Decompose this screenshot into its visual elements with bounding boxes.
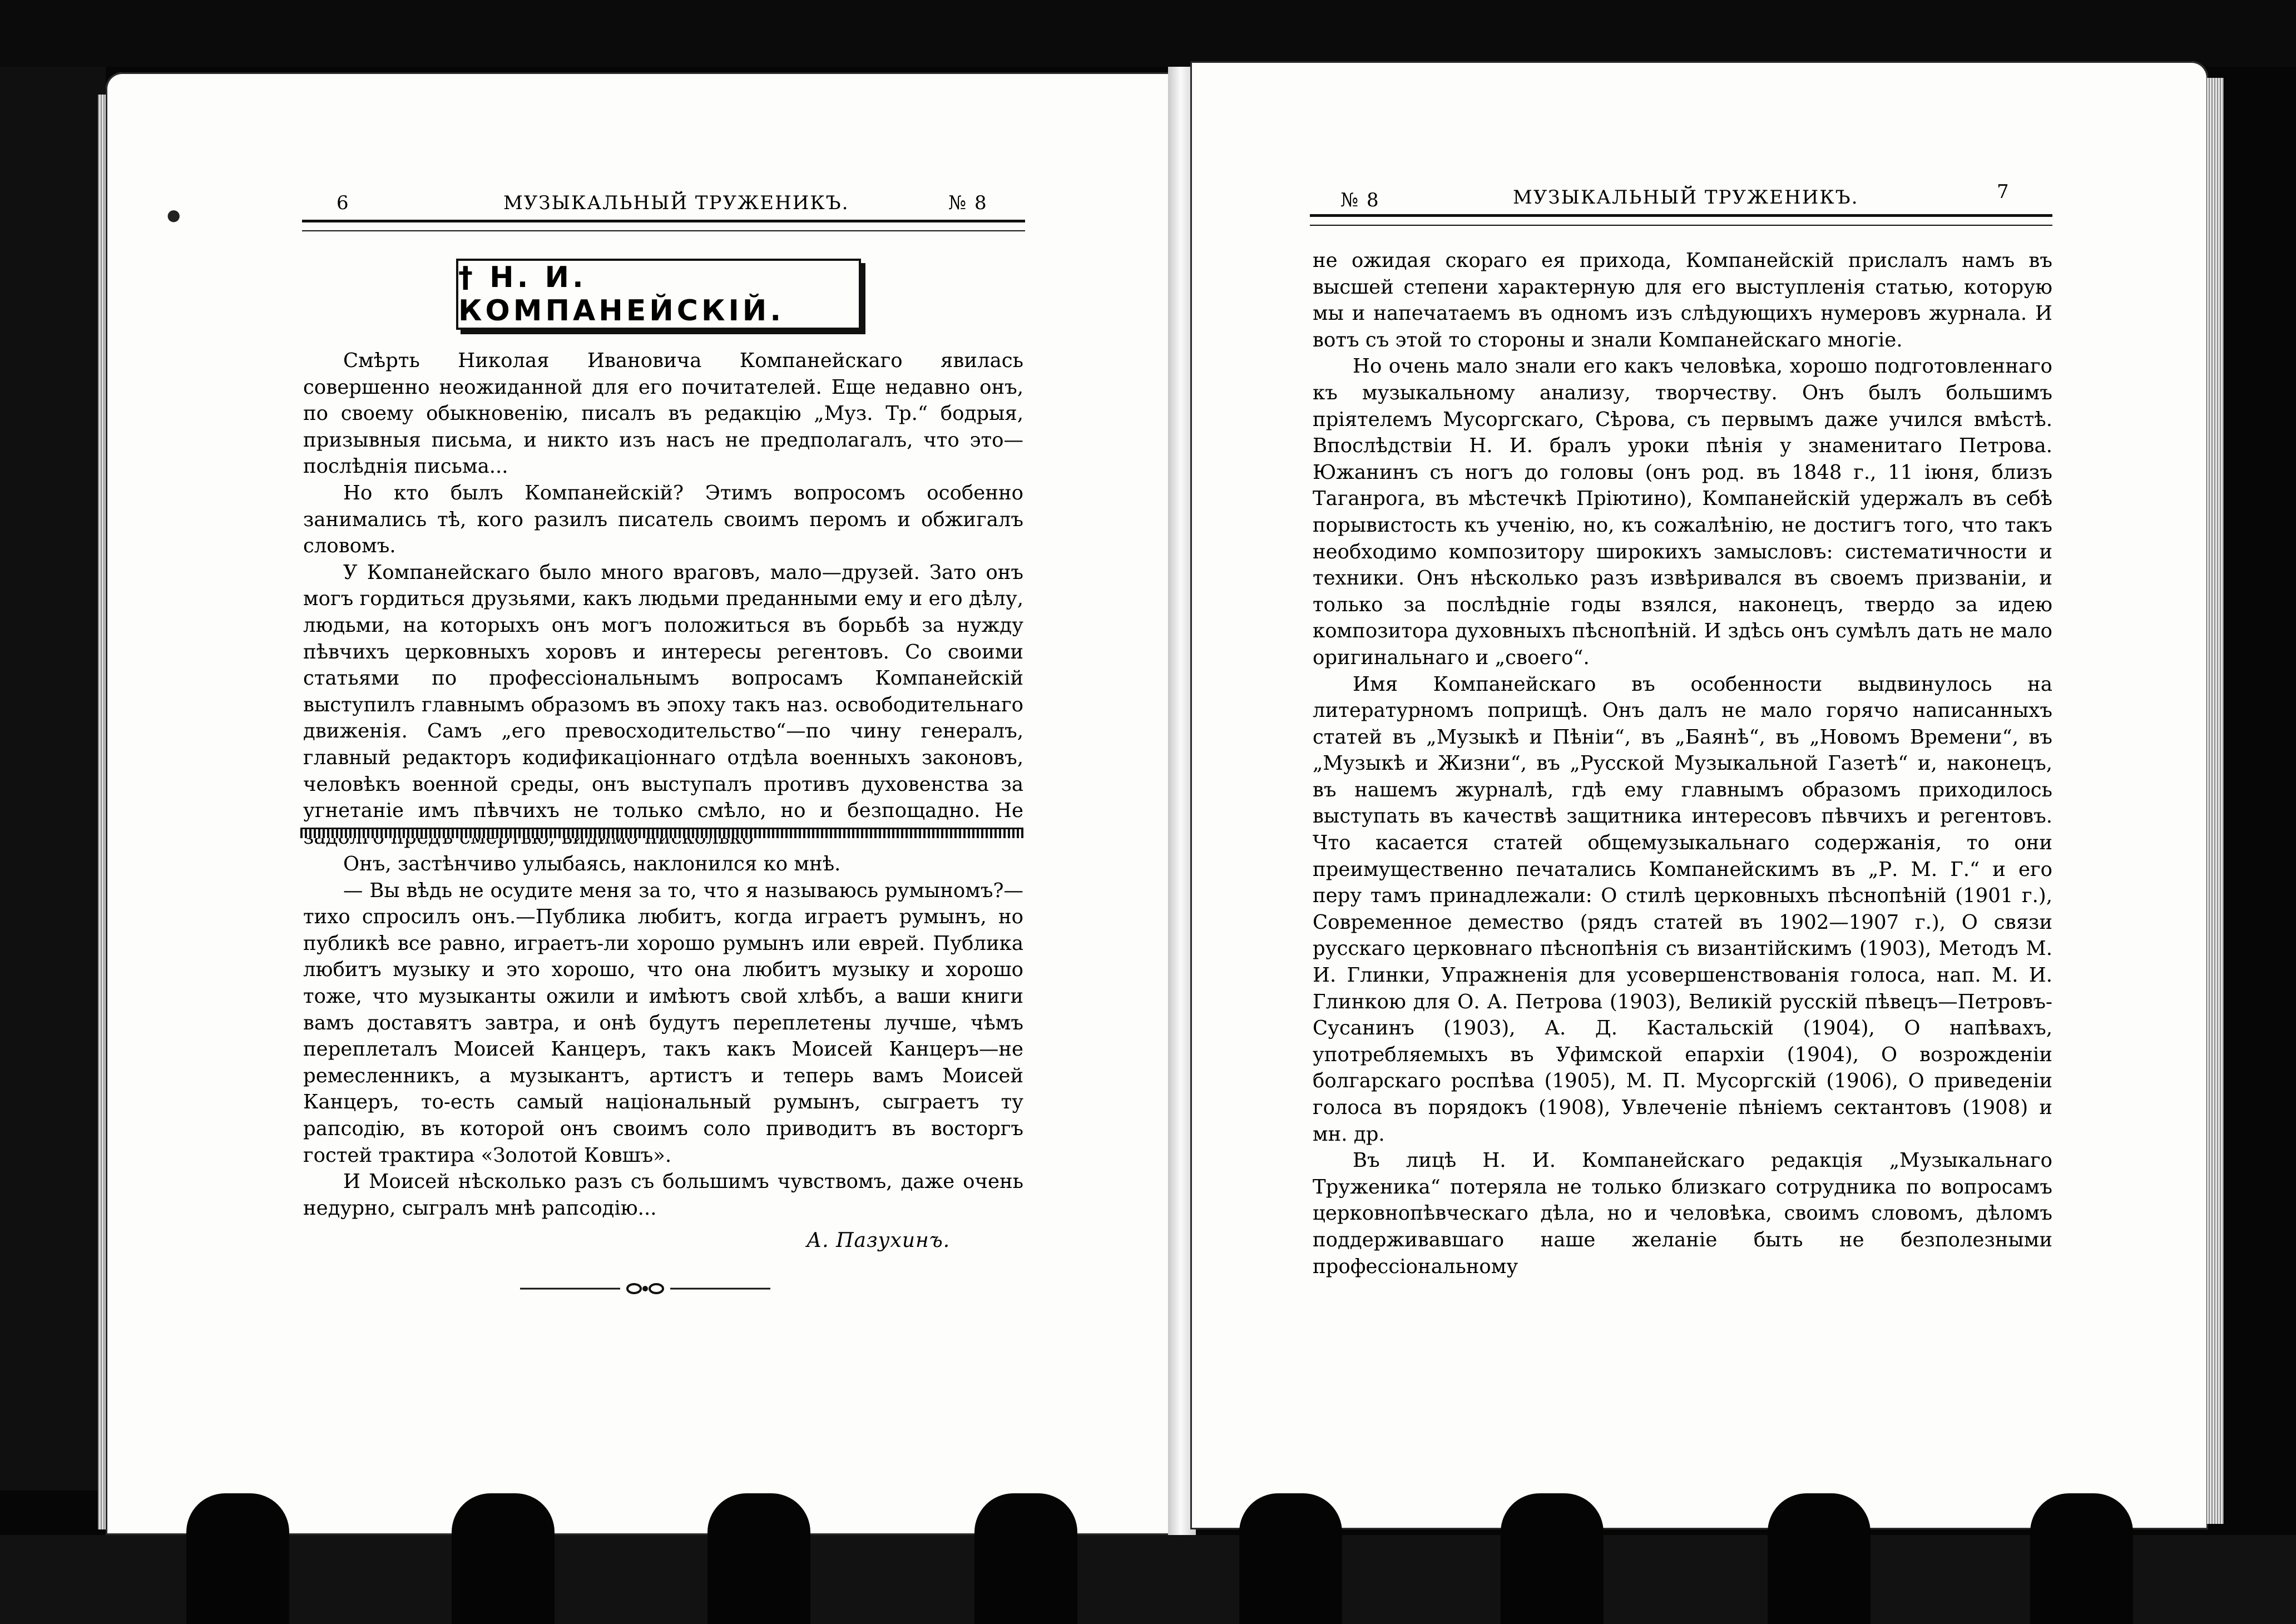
margin-scan-mark: ● [167,206,181,224]
left-paragraph: У Компанейскаго было много враговъ, мало—друзей. Зато онъ могъ гордиться друзьями, какъ людьми преданными ему и его дѣлу, людьми, на которыхъ онъ могъ положиться въ борьбѣ за нужду пѣвчихъ церковныхъ хоровъ и интересы регентовъ. Со своими статьями по профессіональнымъ вопросамъ Компанейскій выступилъ главнымъ образомъ въ эпоху такъ наз. освободительнаго движенія. Самъ „его превосходительство“—по чину генералъ, главный редакторъ кодификаціоннаго отдѣла военныхъ законовъ, человѣкъ военной среды, онъ выступалъ противъ духовенства за угнетаніе имъ пѣвчихъ не только смѣло, но и безпощадно. Не [303,561,1023,823]
left-journal-title: МУЗЫКАЛЬНЫЙ ТРУЖЕНИКЪ. [503,192,849,214]
binder-tab [452,1493,555,1624]
binder-tab [1768,1493,1871,1624]
right-page-number: 7 [1997,181,2010,203]
left-issue-number: № 8 [948,192,988,214]
section-divider-rule [300,828,1023,838]
story-paragraph: Онъ, застѣнчиво улыбаясь, наклонился ко мнѣ. [343,853,841,875]
left-paragraph: Но кто былъ Компанейскій? Этимъ вопросомъ особенно занимались тѣ, кого разилъ писатель своимъ перомъ и обжигалъ словомъ. [303,481,1023,558]
left-article-text [303,348,1023,850]
right-paragraph: Имя Компанейскаго въ особенности выдвинулось на литературномъ поприщѣ. Онъ далъ не мало горячо написанныхъ статей въ „Музыкѣ и Пѣніи“, въ „Баянѣ“, въ „Новомъ Времени“, въ „Музыкѣ и Жизни“, въ „Русской Музыкальной Газетѣ“ и, наконецъ, въ нашемъ журналѣ, гдѣ ему главнымъ образомъ приходилось выступать въ качествѣ защитника интересовъ пѣвчихъ и регентовъ. Что касается статей общемузыкальнаго содержанія, то они преимущественно печатались Компанейскимъ въ „Р. М. Г.“ и его перу тамъ принадлежали: О стилѣ церковныхъ пѣснопѣній (1901 г.), Современное демество (рядъ статей въ 1902—1907 г.), О связи русскаго церковнаго пѣснопѣнія съ византійскимъ (1903), Методъ М. И. Глинки, Упражненія для усовершенствованія голоса, нап. М. И. Глинкою для О. А. Петрова (1903), Великій русскій пѣвецъ—Петровъ-Сусанинъ (1903), А. Д. Кастальскій (1904), О напѣвахъ, употребляемыхъ въ Уфимской епархіи (1904), О возрожденіи болгарскаго роспѣва (1905), М. П. Мусоргскій (1906), О приведеніи голоса въ порядокъ (1908), Увлеченіе пѣніемъ сектантовъ (1908) и мн. др. [1313,672,2052,1146]
left-page-number: 6 [337,192,350,214]
right-running-head [0,0,2296,234]
right-paragraph: не ожидая скораго ея прихода, Компанейскій прислалъ намъ въ высшей степени характерную для его выступленія статью, которую мы и напечатаемъ въ одномъ изъ слѣдующихъ нумеровъ журнала. И вотъ съ этой то стороны и знали Компанейскаго многіе. [1313,249,2052,351]
article-title: † Н. И. КОМПАНЕЙСКІЙ. [458,261,785,328]
article-title-box [456,259,861,330]
scan-background-left [0,67,106,1491]
right-issue-number: № 8 [1340,189,1380,211]
binder-tab [186,1493,289,1624]
binder-tab [2030,1493,2133,1624]
left-story-text [303,851,1023,1221]
page-stack-edge-right [2207,78,2224,1524]
right-article-text [1313,247,2052,1280]
left-paragraph: Смѣрть Николая Ивановича Компанейскаго явилась совершенно неожиданной для его почитателей. Еще недавно онъ, по своему обыкновенію, писалъ въ редакцію „Муз. Тр.“ бодрыя, призывныя письма, и никто изъ насъ не предполагалъ, что это—послѣднія письма... [303,349,1023,478]
end-ornament [520,1280,770,1297]
right-journal-title: МУЗЫКАЛЬНЫЙ ТРУЖЕНИКЪ. [1513,186,1859,209]
binder-tab [974,1493,1077,1624]
binder-tab [1501,1493,1604,1624]
binder-tab [707,1493,810,1624]
author-signature: А. Пазухинъ. [806,1229,951,1252]
story-paragraph: — Вы вѣдь не осудите меня за то, что я называюсь румыномъ?— тихо спросилъ онъ.—Публика любитъ, когда играетъ румынъ, но публикѣ все равно, играетъ-ли хорошо румынъ или еврей. Публика любитъ музыку и это хорошо, что она любитъ музыку и хорошо тоже, что музыканты ожили и имѣютъ свой хлѣбъ, а ваши книги вамъ доставятъ завтра, и онѣ будутъ переплетены лучше, чѣмъ переплеталъ Моисей Канцеръ, такъ какъ Моисей Канцеръ—не ремесленникъ, а музыкантъ, артистъ и теперь вамъ Моисей Канцеръ, то-есть самый національный румынъ, сыграетъ ту рапсодію, въ которой онъ своимъ соло приводитъ въ восторгъ гостей трактира «Золотой Ковшъ». [303,879,1023,1167]
right-paragraph: Въ лицѣ Н. И. Компанейскаго редакція „Музыкальнаго Труженика“ потеряла не только близкаго сотрудника по вопросамъ церковнопѣвческаго дѣла, но и человѣка, своимъ словомъ, дѣломъ поддерживавшаго наше желаніе быть не безполезными профессіональному [1313,1149,2052,1278]
right-header-rule [1310,214,2052,226]
binder-tab [1239,1493,1342,1624]
story-paragraph: И Моисей нѣсколько разъ съ большимъ чувствомъ, даже очень недурно, сыгралъ мнѣ рапсодію... [303,1170,1023,1220]
right-paragraph: Но очень мало знали его какъ человѣка, хорошо подготовленнаго къ музыкальному анализу, творчеству. Онъ былъ большимъ пріятелемъ Мусоргскаго, Сѣрова, съ первымъ даже учился вмѣстѣ. Впослѣдствіи Н. И. бралъ уроки пѣнія у знаменитаго Петрова. Южанинъ съ ногъ до головы (онъ род. въ 1848 г., 11 іюня, близъ Таганрога, въ мѣстечкѣ Пріютино), Компанейскій удержалъ въ себѣ порывистость къ ученію, но, къ сожалѣнію, не достигъ того, что такъ необходимо композитору широкихъ замысловъ: систематичности и техники. Онъ нѣсколько разъ извѣривался въ своемъ призваніи, и только за послѣдніе годы взялся, наконецъ, твердо за идею композитора духовныхъ пѣснопѣній. И здѣсь онъ сумѣлъ дать не мало оригинальнаго и „своего“. [1313,355,2052,669]
scan-background-bottom [0,1535,2296,1624]
